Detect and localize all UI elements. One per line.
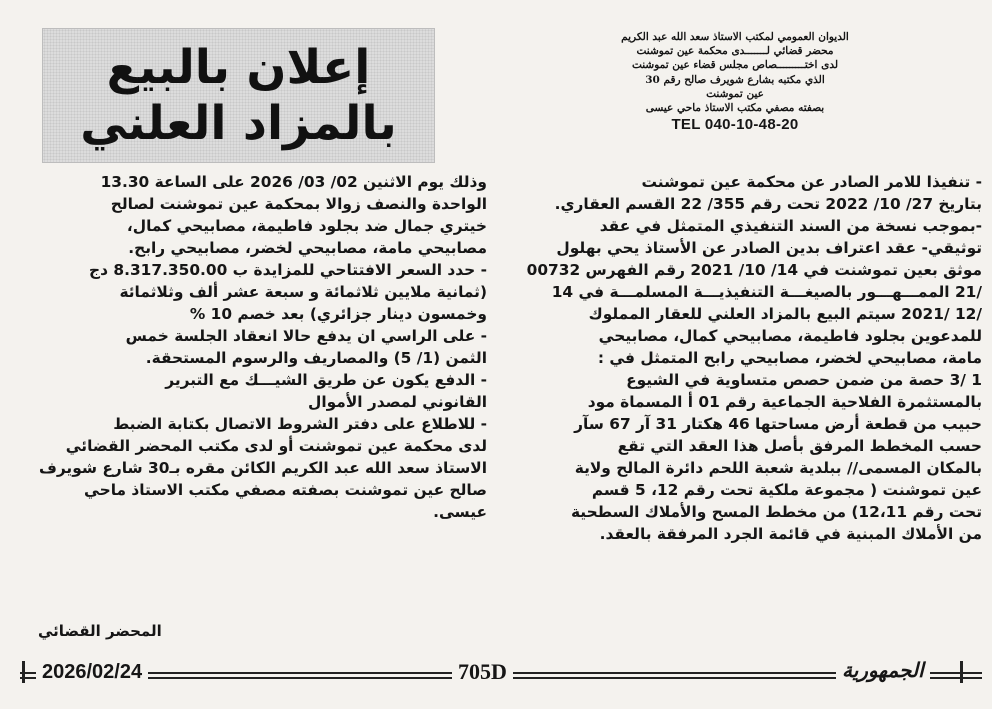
- text-line: الواحدة والنصف زوالا بمحكمة عين تموشنت لصالح: [110, 195, 487, 213]
- text-line: - على الراسي ان يدفع حالا انعقاد الجلسة خمس: [125, 327, 487, 345]
- text-line: - تنفيذا للامر الصادر عن محكمة عين تموشنت: [641, 173, 982, 191]
- office-line: الذي مكتبه بشارع شويرف صالح رقم 30: [645, 73, 825, 86]
- newspaper-logo: الجمهورية: [836, 658, 930, 682]
- text-line: الاستاذ سعد الله عبد الكريم الكائن مقره بـ30 شارع شويرف: [38, 459, 487, 477]
- footer-bar-mark: [22, 661, 25, 683]
- ad-reference-code: 705D: [452, 659, 513, 685]
- text-line: حسب المخطط المرفق بأصل هذا العقد التي تقع: [617, 437, 982, 455]
- office-line: الديوان العمومي لمكتب الاستاذ سعد الله عبد الكريم: [621, 31, 849, 43]
- office-phone: TEL 040-10-48-20: [671, 116, 799, 134]
- text-line: توثيقي- عقد اعتراف بدين الصادر عن الأستاذ يحي بهلول: [556, 239, 982, 257]
- text-line: /12 /2021 سيتم البيع بالمزاد العلني للعقار المملوك: [588, 305, 982, 323]
- text-line: عين تموشنت ( مجموعة ملكية تحت رقم 12، 5 قسم: [591, 481, 982, 499]
- bailiff-office-header: [590, 30, 880, 132]
- headline-subtitle: بالمزاد العلني: [80, 95, 397, 151]
- office-line: محضر قضائي لـــــــدى محكمة عين تموشنت: [636, 45, 834, 58]
- headline-title: إعلان بالبيع: [106, 39, 371, 95]
- text-line: - الدفع يكون عن طريق الشيـــك مع التبرير: [165, 371, 487, 389]
- text-line: وذلك يوم الاثنين 02/ 03/ 2026 على الساعة 13.30: [100, 173, 487, 191]
- bailiff-signature: المحضر القضائي: [38, 622, 162, 640]
- text-line: 1 /3 حصة من ضمن حصص متساوية في الشيوع: [626, 371, 982, 389]
- announcement-right-column: [495, 171, 982, 545]
- text-line: مامة، مصابيحي لخضر، مصابيحي رابح المتمثل في :: [597, 349, 982, 367]
- text-line: خيتري جمال ضد بجلود فاطيمة، مصابيحي كمال،: [126, 217, 487, 235]
- text-line: من الأملاك المبنية في قائمة الجرد المرفقة بالعقد.: [599, 525, 982, 543]
- text-line: الثمن (1/ 5) والمصاريف والرسوم المستحقة.: [145, 349, 487, 367]
- text-line: (ثمانية ملايين ثلاثمائة و سبعة عشر ألف وثلاثمائة: [119, 283, 487, 301]
- text-line: للمدعوين بجلود فاطيمة، مصابيحي كمال، مصابيحي: [598, 327, 982, 345]
- headline-box: [42, 28, 435, 163]
- office-line: عين تموشنت: [706, 87, 764, 100]
- text-line: صالح عين تموشنت بصفته مصفي مكتب الاستاذ ماحي: [84, 481, 487, 499]
- text-line: القانوني لمصدر الأموال: [308, 393, 487, 411]
- office-line: لدى اختـــــــــصاص مجلس قضاء عين تموشنت: [631, 59, 839, 72]
- text-line: موثق بعين تموشنت في 14/ 10/ 2021 رقم الفهرس 00732: [526, 261, 982, 279]
- text-line: لدى محكمة عين تموشنت أو لدى مكتب المحضر القضائي: [65, 437, 487, 455]
- footer-bar-mark: [960, 661, 963, 683]
- text-line: بالمستثمرة الفلاحية الجماعية رقم 01 أ المسماة مود: [587, 393, 982, 411]
- office-line: بصفته مصفي مكتب الاستاذ ماحي عيسى: [645, 102, 825, 115]
- text-line: وخمسون دينار جزائري) بعد خصم 10 %: [189, 305, 487, 323]
- text-line: /21 الممـــهـــور بالصيغـــة التنفيذيـــة المسلمـــة في 14: [551, 283, 982, 301]
- publication-date: 2026/02/24: [36, 661, 148, 684]
- text-line: بتاريخ 27/ 10/ 2022 تحت رقم 355/ 22 القسم العقاري.: [554, 195, 982, 213]
- text-line: تحت رقم 12،11) من مخطط المسح والأملاك السطحية: [570, 503, 982, 521]
- text-line: مصابيحي مامة، مصابيحي لخضر، مصابيحي رابح.: [128, 239, 487, 257]
- announcement-left-column: [19, 171, 487, 523]
- text-line: عيسى.: [433, 503, 487, 521]
- text-line: - للاطلاع على دفتر الشروط الاتصال بكتابة الضبط: [113, 415, 487, 433]
- text-line: -بموجب نسخة من السند التنفيذي المتمثل في عقد: [599, 217, 982, 235]
- text-line: حبيب من قطعة أرض مساحتها 46 هكتار 31 آر 67 سآر: [574, 415, 982, 433]
- text-line: - حدد السعر الافتتاحي للمزايدة ب 8.317.350.00 دج: [89, 261, 487, 279]
- text-line: بالمكان المسمى// ببلدية شعبة اللحم دائرة المالح ولاية: [574, 459, 982, 477]
